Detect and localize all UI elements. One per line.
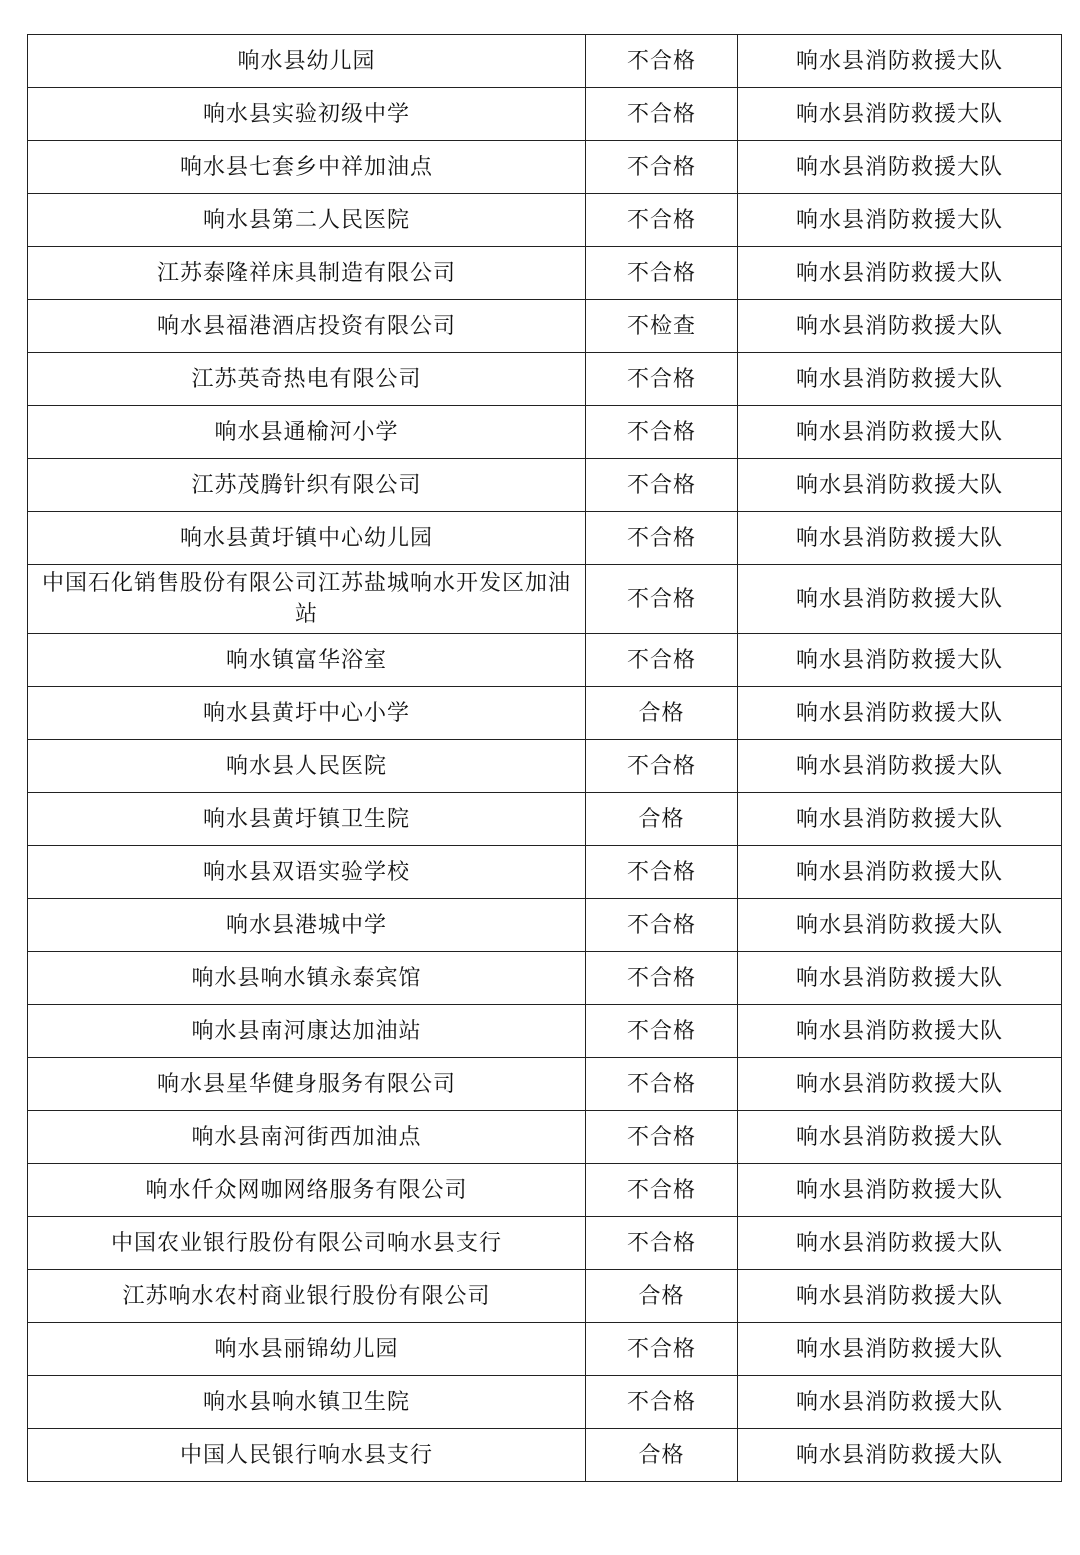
table-row	[28, 406, 1062, 459]
result-cell: 不合格	[586, 565, 738, 634]
table-row	[28, 846, 1062, 899]
inspecting-unit-cell: 响水县消防救援大队	[738, 1323, 1062, 1376]
inspecting-unit-cell: 响水县消防救援大队	[738, 1270, 1062, 1323]
unit-name-cell: 响水县响水镇卫生院	[28, 1376, 586, 1429]
table-row	[28, 35, 1062, 88]
result-cell: 不合格	[586, 1058, 738, 1111]
table-row	[28, 247, 1062, 300]
table-row	[28, 1217, 1062, 1270]
inspecting-unit-cell: 响水县消防救援大队	[738, 406, 1062, 459]
table-row	[28, 952, 1062, 1005]
result-cell: 不合格	[586, 353, 738, 406]
table-row	[28, 1111, 1062, 1164]
unit-name-cell: 中国石化销售股份有限公司江苏盐城响水开发区加油站	[28, 565, 586, 634]
unit-name-cell: 江苏泰隆祥床具制造有限公司	[28, 247, 586, 300]
inspecting-unit-cell: 响水县消防救援大队	[738, 846, 1062, 899]
table-row	[28, 1058, 1062, 1111]
unit-name-cell: 响水县第二人民医院	[28, 194, 586, 247]
result-cell: 不合格	[586, 459, 738, 512]
unit-name-cell: 江苏茂腾针织有限公司	[28, 459, 586, 512]
result-cell: 不合格	[586, 740, 738, 793]
inspecting-unit-cell: 响水县消防救援大队	[738, 952, 1062, 1005]
result-cell: 不合格	[586, 194, 738, 247]
unit-name-cell: 响水县通榆河小学	[28, 406, 586, 459]
result-cell: 不合格	[586, 406, 738, 459]
unit-name-cell: 江苏响水农村商业银行股份有限公司	[28, 1270, 586, 1323]
table-row	[28, 194, 1062, 247]
table-row	[28, 1323, 1062, 1376]
result-cell: 不合格	[586, 1376, 738, 1429]
result-cell: 不合格	[586, 35, 738, 88]
unit-name-cell: 响水县双语实验学校	[28, 846, 586, 899]
inspecting-unit-cell: 响水县消防救援大队	[738, 1111, 1062, 1164]
table-row	[28, 634, 1062, 687]
inspecting-unit-cell: 响水县消防救援大队	[738, 634, 1062, 687]
inspecting-unit-cell: 响水县消防救援大队	[738, 1164, 1062, 1217]
unit-name-cell: 响水县七套乡中祥加油点	[28, 141, 586, 194]
unit-name-cell: 响水县丽锦幼儿园	[28, 1323, 586, 1376]
unit-name-cell: 响水县实验初级中学	[28, 88, 586, 141]
unit-name-cell: 江苏英奇热电有限公司	[28, 353, 586, 406]
inspecting-unit-cell: 响水县消防救援大队	[738, 1429, 1062, 1482]
result-cell: 不合格	[586, 141, 738, 194]
inspecting-unit-cell: 响水县消防救援大队	[738, 141, 1062, 194]
table-row	[28, 1376, 1062, 1429]
result-cell: 不检查	[586, 300, 738, 353]
unit-name-cell: 响水县黄圩中心小学	[28, 687, 586, 740]
result-cell: 合格	[586, 687, 738, 740]
inspecting-unit-cell: 响水县消防救援大队	[738, 300, 1062, 353]
table-row	[28, 512, 1062, 565]
result-cell: 不合格	[586, 1323, 738, 1376]
result-cell: 不合格	[586, 247, 738, 300]
inspecting-unit-cell: 响水县消防救援大队	[738, 194, 1062, 247]
table-row	[28, 1164, 1062, 1217]
unit-name-cell: 响水县南河康达加油站	[28, 1005, 586, 1058]
inspecting-unit-cell: 响水县消防救援大队	[738, 35, 1062, 88]
unit-name-cell: 响水县响水镇永泰宾馆	[28, 952, 586, 1005]
table-row	[28, 687, 1062, 740]
inspecting-unit-cell: 响水县消防救援大队	[738, 1058, 1062, 1111]
result-cell: 合格	[586, 793, 738, 846]
table-body	[28, 35, 1062, 1482]
table-row	[28, 565, 1062, 634]
result-cell: 不合格	[586, 1164, 738, 1217]
result-cell: 合格	[586, 1429, 738, 1482]
unit-name-cell: 响水县南河街西加油点	[28, 1111, 586, 1164]
inspecting-unit-cell: 响水县消防救援大队	[738, 687, 1062, 740]
inspecting-unit-cell: 响水县消防救援大队	[738, 88, 1062, 141]
table-row	[28, 793, 1062, 846]
unit-name-cell: 响水县黄圩镇中心幼儿园	[28, 512, 586, 565]
unit-name-cell: 中国人民银行响水县支行	[28, 1429, 586, 1482]
inspecting-unit-cell: 响水县消防救援大队	[738, 1005, 1062, 1058]
unit-name-cell: 响水仟众网咖网络服务有限公司	[28, 1164, 586, 1217]
inspecting-unit-cell: 响水县消防救援大队	[738, 1376, 1062, 1429]
result-cell: 不合格	[586, 512, 738, 565]
unit-name-cell: 响水县港城中学	[28, 899, 586, 952]
table-row	[28, 1005, 1062, 1058]
table-row	[28, 740, 1062, 793]
unit-name-cell: 响水县人民医院	[28, 740, 586, 793]
unit-name-cell: 响水县星华健身服务有限公司	[28, 1058, 586, 1111]
result-cell: 不合格	[586, 952, 738, 1005]
inspecting-unit-cell: 响水县消防救援大队	[738, 353, 1062, 406]
table-row	[28, 300, 1062, 353]
unit-name-cell: 响水县福港酒店投资有限公司	[28, 300, 586, 353]
table-row	[28, 88, 1062, 141]
result-cell: 不合格	[586, 634, 738, 687]
result-cell: 不合格	[586, 899, 738, 952]
inspecting-unit-cell: 响水县消防救援大队	[738, 793, 1062, 846]
table-row	[28, 459, 1062, 512]
result-cell: 不合格	[586, 846, 738, 899]
unit-name-cell: 响水镇富华浴室	[28, 634, 586, 687]
inspecting-unit-cell: 响水县消防救援大队	[738, 740, 1062, 793]
table-row	[28, 1270, 1062, 1323]
inspecting-unit-cell: 响水县消防救援大队	[738, 247, 1062, 300]
unit-name-cell: 响水县黄圩镇卫生院	[28, 793, 586, 846]
result-cell: 不合格	[586, 1217, 738, 1270]
result-cell: 不合格	[586, 88, 738, 141]
inspecting-unit-cell: 响水县消防救援大队	[738, 899, 1062, 952]
table-row	[28, 353, 1062, 406]
table-row	[28, 899, 1062, 952]
unit-name-cell: 响水县幼儿园	[28, 35, 586, 88]
inspection-table	[27, 34, 1062, 1482]
inspecting-unit-cell: 响水县消防救援大队	[738, 459, 1062, 512]
unit-name-cell: 中国农业银行股份有限公司响水县支行	[28, 1217, 586, 1270]
inspecting-unit-cell: 响水县消防救援大队	[738, 565, 1062, 634]
inspecting-unit-cell: 响水县消防救援大队	[738, 512, 1062, 565]
result-cell: 不合格	[586, 1111, 738, 1164]
table-row	[28, 141, 1062, 194]
table-row	[28, 1429, 1062, 1482]
result-cell: 不合格	[586, 1005, 738, 1058]
result-cell: 合格	[586, 1270, 738, 1323]
inspecting-unit-cell: 响水县消防救援大队	[738, 1217, 1062, 1270]
